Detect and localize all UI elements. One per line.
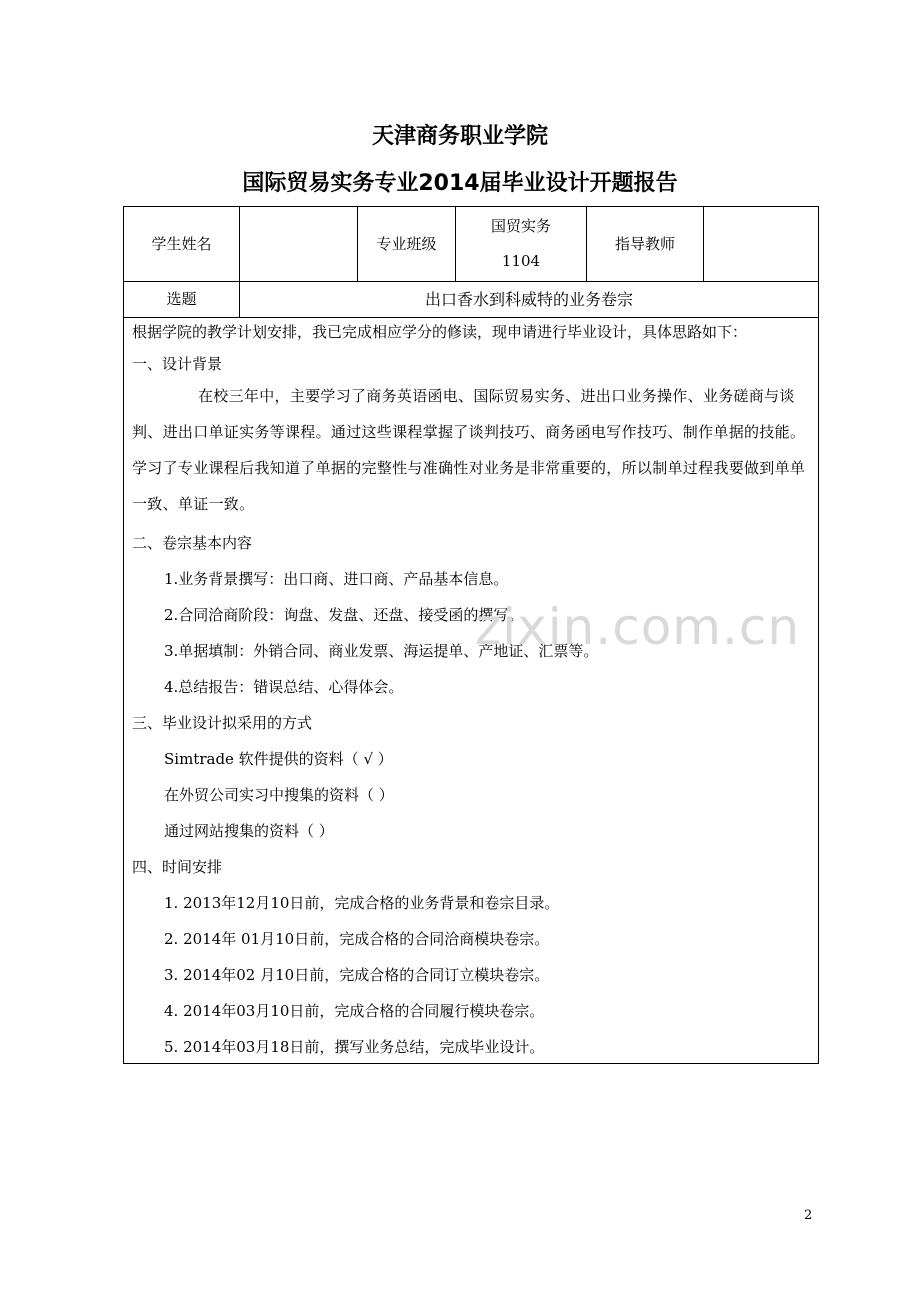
student-name-value	[240, 207, 358, 281]
intro-text: 根据学院的教学计划安排，我已完成相应学分的修读，现申请进行毕业设计，具体思路如下：	[132, 323, 748, 341]
class-value	[456, 207, 587, 281]
section3-item: 在外贸公司实习中搜集的资料（ ）	[164, 786, 394, 804]
topic-row	[124, 281, 818, 318]
topic-label: 选题	[124, 281, 240, 317]
watermark: zixin.com.cn	[475, 598, 801, 656]
schedule-item: 1. 2013年12月10日前，完成合格的业务背景和卷宗目录。	[164, 894, 560, 912]
student-name-label: 学生姓名	[124, 207, 240, 281]
institution-title: 天津商务职业学院	[371, 124, 548, 149]
schedule-item: 4. 2014年03月10日前，完成合格的合同履行模块卷宗。	[164, 1002, 545, 1020]
advisor-label: 指导教师	[587, 207, 704, 281]
section2-item: 2.合同洽商阶段：询盘、发盘、还盘、接受函的撰写。	[164, 606, 524, 624]
report-title: 国际贸易实务专业2014届毕业设计开题报告	[242, 171, 678, 196]
section2-heading: 二、卷宗基本内容	[132, 534, 253, 552]
schedule-item: 2. 2014年 01月10日前，完成合格的合同洽商模块卷宗。	[164, 930, 550, 948]
schedule-item: 5. 2014年03月18日前，撰写业务总结，完成毕业设计。	[164, 1038, 545, 1056]
class-value-line1: 国贸实务	[490, 217, 551, 235]
section1-paragraph: 在校三年中，主要学习了商务英语函电、国际贸易实务、进出口业务操作、业务磋商与谈判、进出口单证实务等课程。通过这些课程掌握了谈判技巧、商务函电写作技巧、制作单据的技能。学习了专业课程后我知道了单据的完整性与准确性对业务是非常重要的，所以制单过程我要做到单单一致、单证一致。	[132, 387, 806, 513]
topic-value: 出口香水到科威特的业务卷宗	[424, 289, 633, 309]
schedule-item: 3. 2014年02 月10日前，完成合格的合同订立模块卷宗。	[164, 966, 550, 984]
info-row	[124, 207, 818, 282]
class-label: 专业班级	[358, 207, 456, 281]
section3-item: Simtrade 软件提供的资料（ √ ）	[164, 750, 393, 768]
section2-item: 4.总结报告：错误总结、心得体会。	[164, 678, 404, 696]
section3-item: 通过网站搜集的资料（ ）	[164, 822, 334, 840]
page-number: 2	[804, 1208, 813, 1223]
section4-heading: 四、时间安排	[132, 858, 223, 876]
section2-item: 1.业务背景撰写：出口商、进口商、产品基本信息。	[164, 570, 509, 588]
class-value-line2: 1104	[501, 252, 541, 270]
section1-heading: 一、设计背景	[132, 355, 223, 373]
section2-item: 3.单据填制：外销合同、商业发票、海运提单、产地证、汇票等。	[164, 642, 599, 660]
advisor-value	[704, 207, 818, 281]
section3-heading: 三、毕业设计拟采用的方式	[132, 714, 313, 732]
